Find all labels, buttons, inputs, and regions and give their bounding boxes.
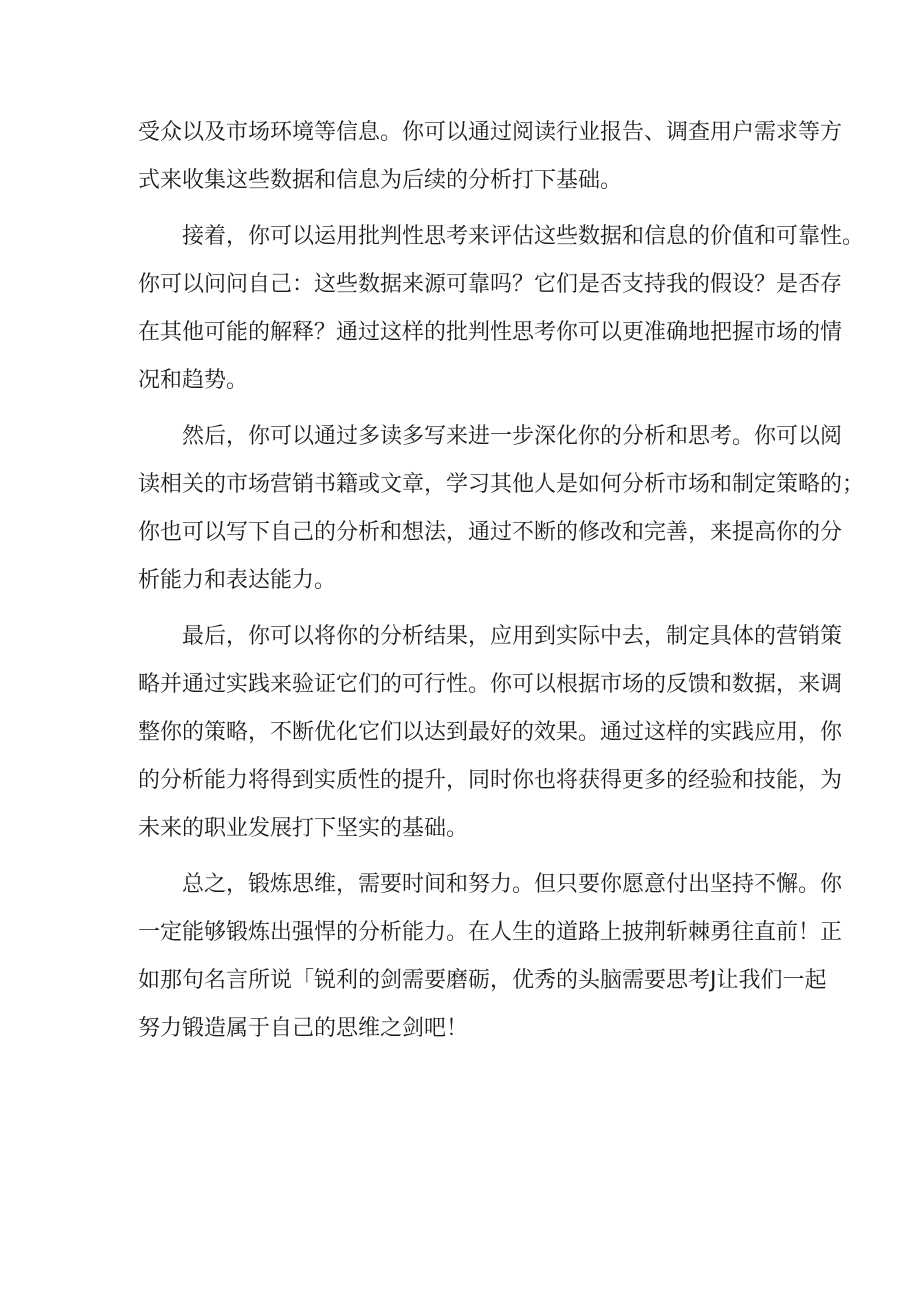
text-line: 析能力和表达能力。 [138, 568, 337, 593]
text-line: 读相关的市场营销书籍或文章，学习其他人是如何分析市场和制定策略的； [138, 472, 865, 497]
text-line: 一定能够锻炼出强悍的分析能力。在人生的道路上披荆斩棘勇往直前！正 [138, 920, 843, 945]
text-line: 整你的策略，不断优化它们以达到最好的效果。通过这样的实践应用，你 [138, 720, 843, 745]
paragraph [138, 109, 843, 205]
text-line: 你可以问问自己：这些数据来源可靠吗？它们是否支持我的假设？是否存 [138, 272, 843, 297]
paragraph [138, 613, 843, 853]
text-line: 接着，你可以运用批判性思考来评估这些数据和信息的价值和可靠性。 [138, 224, 865, 249]
paragraph [138, 861, 843, 1053]
text-line: 然后，你可以通过多读多写来进一步深化你的分析和思考。你可以阅 [138, 424, 843, 449]
text-line: 受众以及市场环境等信息。你可以通过阅读行业报告、调查用户需求等方 [138, 120, 843, 145]
text-line: 况和趋势。 [138, 368, 249, 393]
document-body [138, 109, 865, 1061]
text-line: 略并通过实践来验证它们的可行性。你可以根据市场的反馈和数据，来调 [138, 672, 843, 697]
text-line: 最后，你可以将你的分析结果，应用到实际中去，制定具体的营销策 [138, 624, 843, 649]
text-line: 如那句名言所说「锐利的剑需要磨砺，优秀的头脑需要思考J让我们一起 [138, 968, 827, 993]
text-line: 在其他可能的解释？通过这样的批判性思考你可以更准确地把握市场的情 [138, 320, 843, 345]
text-line: 未来的职业发展打下坚实的基础。 [138, 816, 469, 841]
text-line: 总之，锻炼思维，需要时间和努力。但只要你愿意付出坚持不懈。你 [138, 872, 843, 897]
paragraph [138, 413, 865, 605]
text-line: 你也可以写下自己的分析和想法，通过不断的修改和完善，来提高你的分 [138, 520, 843, 545]
text-line: 的分析能力将得到实质性的提升，同时你也将获得更多的经验和技能，为 [138, 768, 843, 793]
text-line: 努力锻造属于自己的思维之剑吧！ [138, 1016, 469, 1041]
paragraph [138, 213, 865, 405]
text-line: 式来收集这些数据和信息为后续的分析打下基础。 [138, 168, 623, 193]
